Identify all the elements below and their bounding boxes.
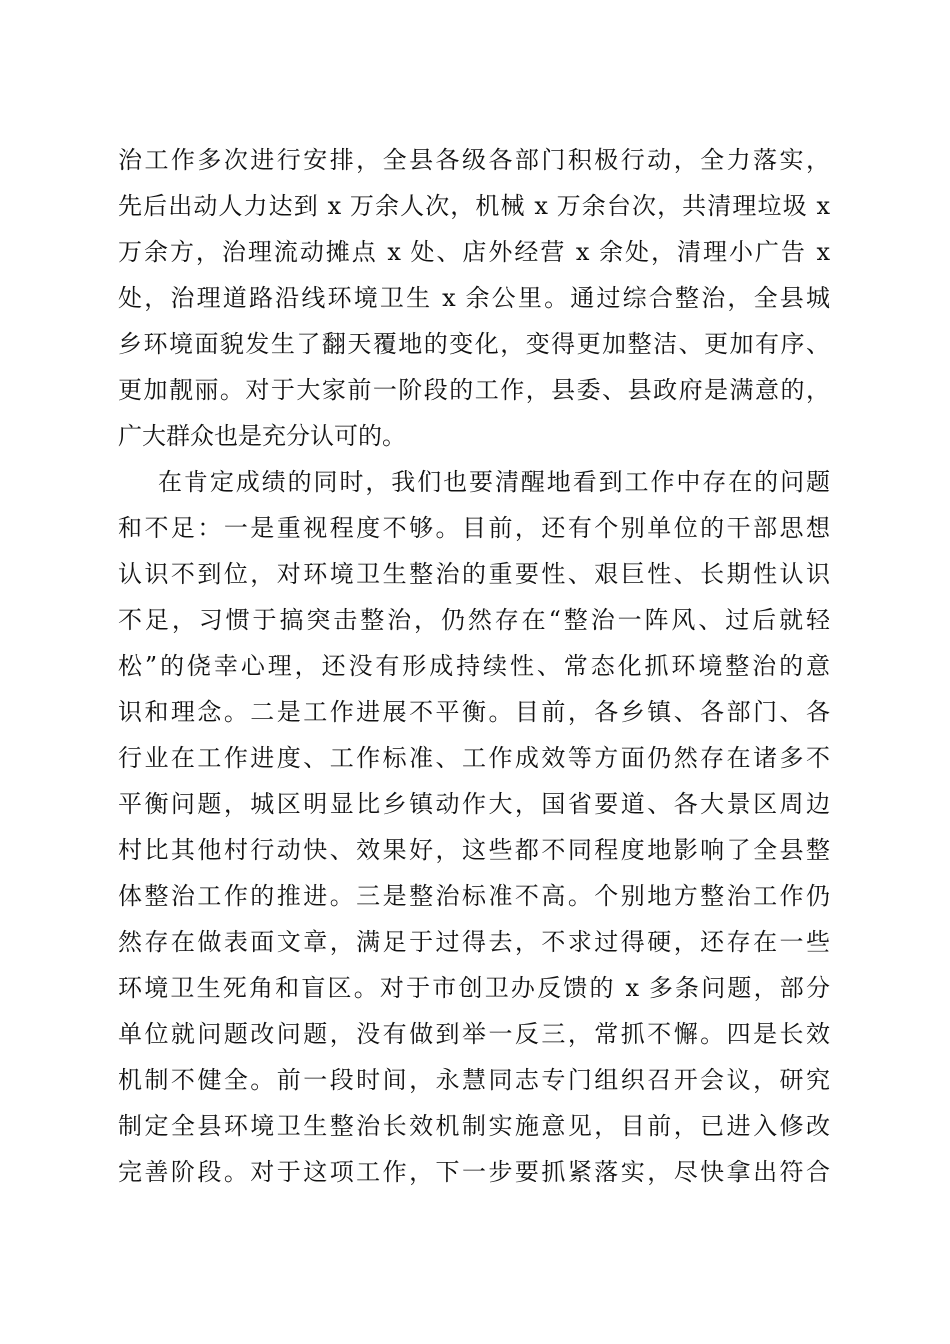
- text-line-22: 制定全县环境卫生整治长效机制实施意见，目前，已进入修改: [118, 1112, 830, 1140]
- text-line-21: 机制不健全。前一段时间，永慧同志专门组织召开会议，研究: [118, 1066, 830, 1094]
- text-line-15: 平衡问题，城区明显比乡镇动作大，国省要道、各大景区周边: [118, 790, 830, 818]
- text-line-20: 单位就问题改问题，没有做到举一反三，常抓不懈。四是长效: [118, 1020, 830, 1048]
- text-line-14: 行业在工作进度、工作标准、工作成效等方面仍然存在诸多不: [118, 744, 830, 772]
- text-line-3: 万余方，治理流动摊点 x 处、店外经营 x 余处，清理小广告 x: [118, 238, 830, 266]
- text-line-7: 广大群众也是充分认可的。: [118, 422, 406, 450]
- text-line-17: 体整治工作的推进。三是整治标准不高。个别地方整治工作仍: [118, 882, 830, 910]
- text-line-12: 松”的侥幸心理，还没有形成持续性、常态化抓环境整治的意: [118, 652, 830, 680]
- text-line-16: 村比其他村行动快、效果好，这些都不同程度地影响了全县整: [118, 836, 830, 864]
- text-line-1: 治工作多次进行安排，全县各级各部门积极行动，全力落实，: [118, 146, 830, 174]
- text-line-5: 乡环境面貌发生了翻天覆地的变化，变得更加整洁、更加有序、: [118, 330, 830, 358]
- text-line-19: 环境卫生死角和盲区。对于市创卫办反馈的 x 多条问题，部分: [118, 974, 830, 1002]
- text-line-23: 完善阶段。对于这项工作，下一步要抓紧落实，尽快拿出符合: [118, 1158, 830, 1186]
- text-line-13: 识和理念。二是工作进展不平衡。目前，各乡镇、各部门、各: [118, 698, 830, 726]
- text-line-11: 不足，习惯于搞突击整治，仍然存在“整治一阵风、过后就轻: [118, 606, 830, 634]
- text-line-2: 先后出动人力达到 x 万余人次，机械 x 万余台次，共清理垃圾 x: [118, 192, 830, 220]
- text-line-10: 认识不到位，对环境卫生整治的重要性、艰巨性、长期性认识: [118, 560, 830, 588]
- text-line-6: 更加靓丽。对于大家前一阶段的工作，县委、县政府是满意的，: [118, 376, 830, 404]
- text-line-4: 处，治理道路沿线环境卫生 x 余公里。通过综合整治，全县城: [118, 284, 830, 312]
- text-line-8: 在肯定成绩的同时，我们也要清醒地看到工作中存在的问题: [158, 468, 830, 496]
- text-line-18: 然存在做表面文章，满足于过得去，不求过得硬，还存在一些: [118, 928, 830, 956]
- text-line-9: 和不足：一是重视程度不够。目前，还有个别单位的干部思想: [118, 514, 830, 542]
